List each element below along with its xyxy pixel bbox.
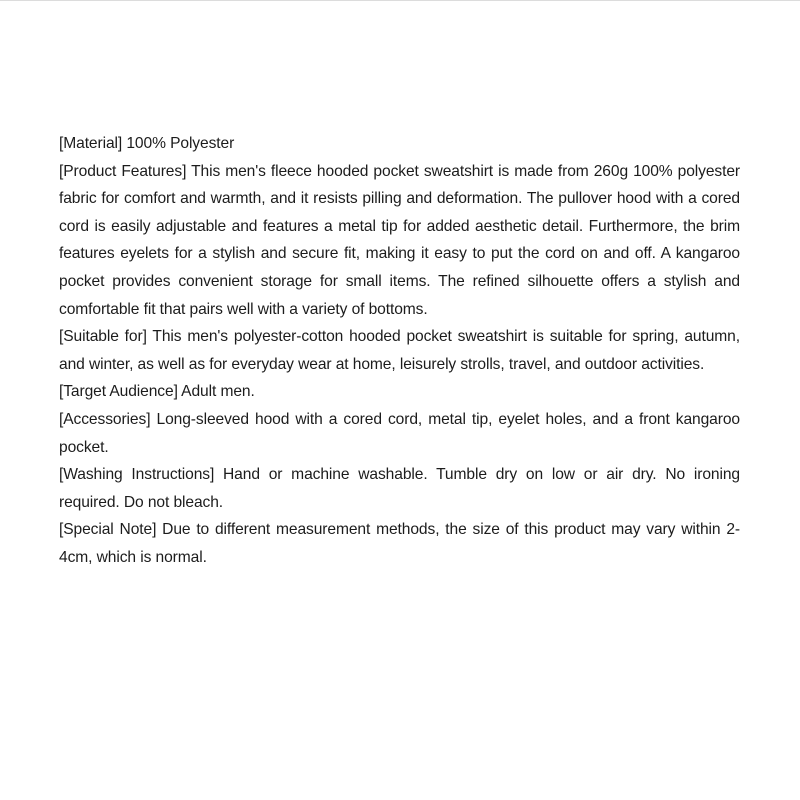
top-divider: [0, 0, 800, 1]
accessories-paragraph: [Accessories] Long-sleeved hood with a cored cord, metal tip, eyelet holes, and a front kangaroo pocket.: [59, 410, 740, 456]
product-features-paragraph: [Product Features] This men's fleece hooded pocket sweatshirt is made from 260g 100% polyester fabric for comfort and warmth, and it resists pilling and deformation. The pullover hood with a cored cord is easily adjustable and features a metal tip for added aesthetic detail. Furthermore, the brim features eyelets for a stylish and secure fit, making it easy to put the cord on and off. A kangaroo pocket provides convenient storage for small items. The refined silhouette offers a stylish and comfortable fit that pairs well with a variety of bottoms.: [59, 162, 740, 318]
special-note-paragraph: [Special Note] Due to different measurement methods, the size of this product may vary within 2-4cm, which is normal.: [59, 521, 740, 566]
target-audience-line: [Target Audience] Adult men.: [59, 383, 255, 401]
material-line: [Material] 100% Polyester: [59, 135, 235, 152]
washing-instructions-paragraph: [Washing Instructions] Hand or machine washable. Tumble dry on low or air dry. No ironing required. Do not bleach.: [59, 466, 740, 511]
product-description-text: [59, 130, 740, 572]
suitable-for-paragraph: [Suitable for] This men's polyester-cotton hooded pocket sweatshirt is suitable for spring, autumn, and winter, as well as for everyday wear at home, leisurely strolls, travel, and outdoor activities.: [59, 328, 740, 373]
